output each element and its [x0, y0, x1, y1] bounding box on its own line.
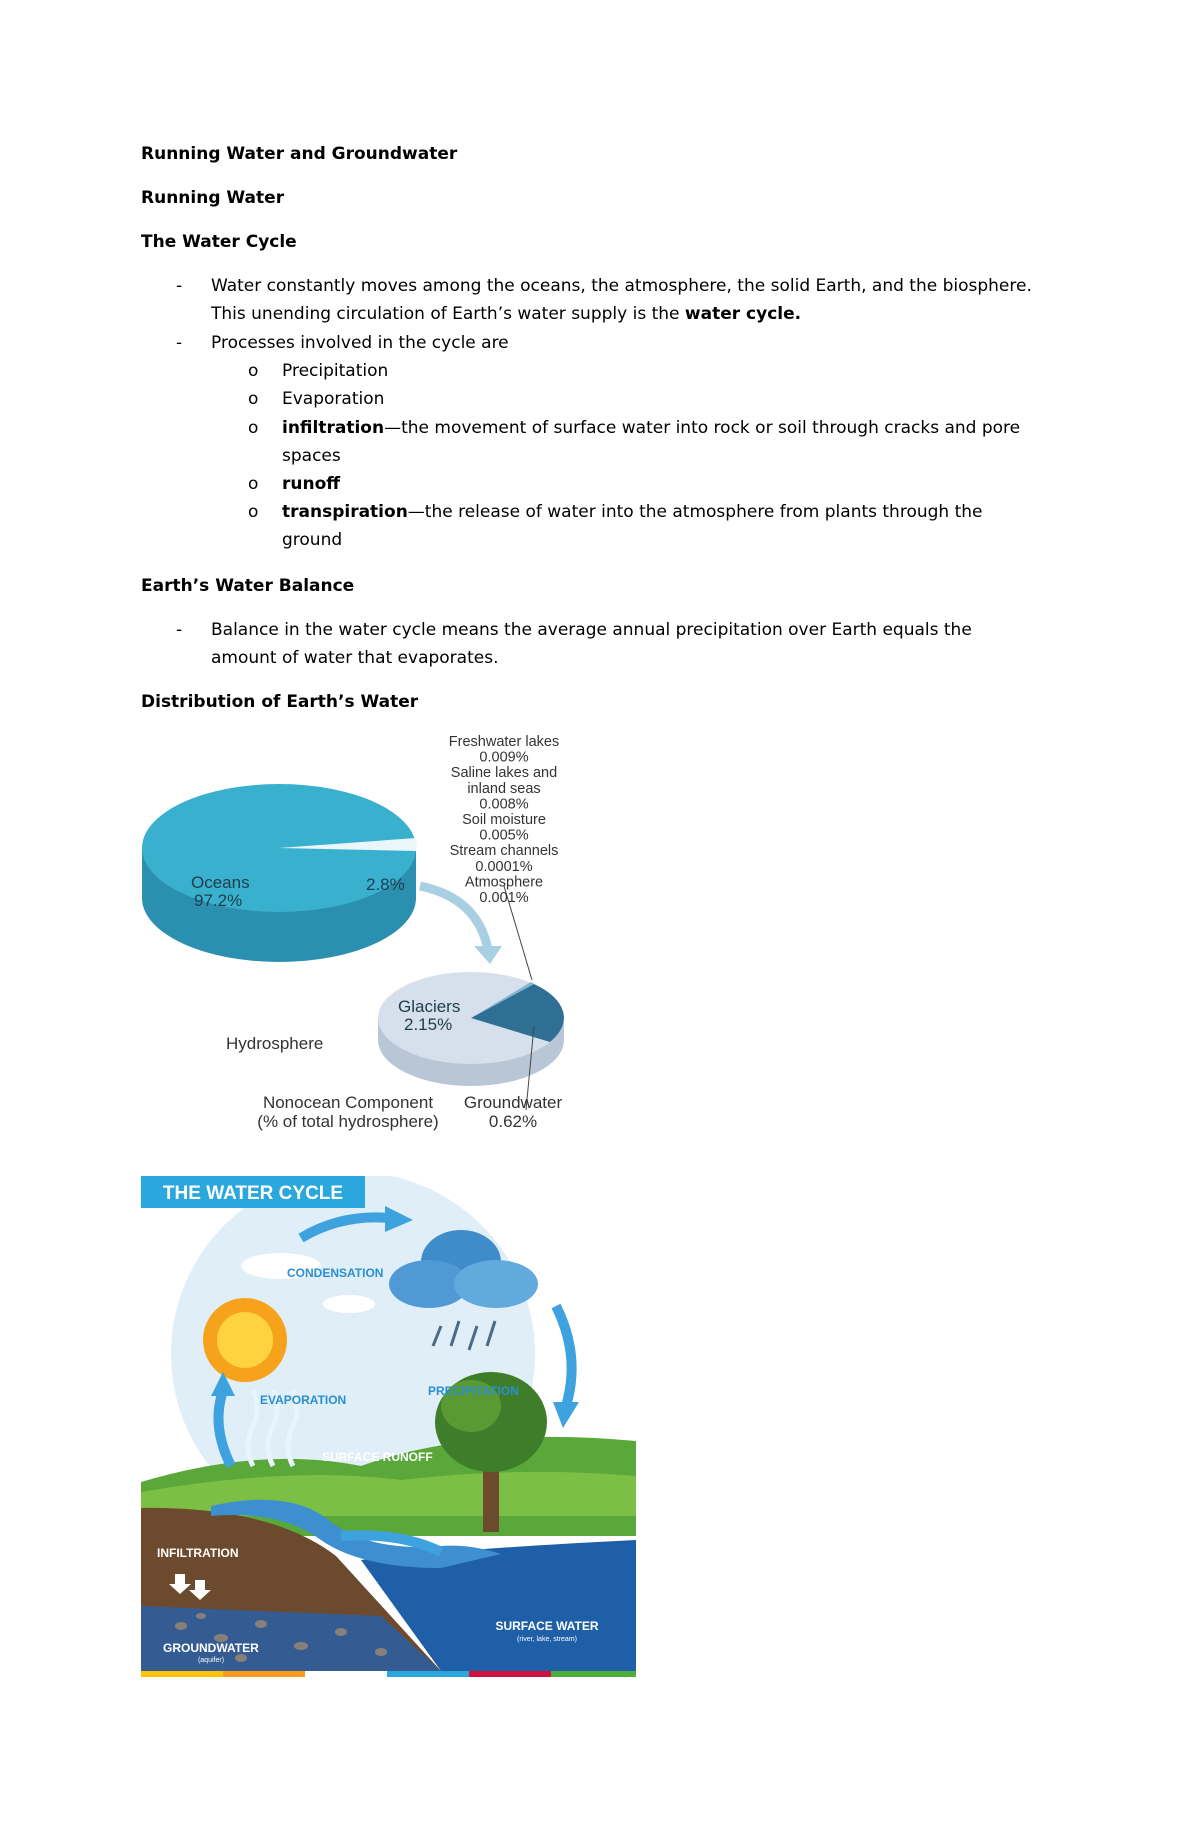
callout-line: Atmosphere [464, 874, 544, 891]
list-bullet: - [176, 620, 183, 640]
document-title: Running Water and Groundwater [141, 144, 458, 164]
process-infiltration: infiltration—the movement of surface water into rock or soil through cracks and pore [282, 418, 1021, 438]
nonocean-slice-value: 2.8% [366, 875, 405, 894]
callout-line: Soil moisture [462, 812, 546, 828]
water-cycle-figure [141, 1176, 636, 1677]
callout-line: 0.008% [479, 796, 529, 813]
label-evaporation: EVAPORATION [260, 1393, 347, 1407]
groundwater-label: Groundwater [463, 1093, 563, 1112]
label-aquifer: (aquifer) [197, 1657, 225, 1664]
minor-reservoirs-callout [449, 734, 559, 906]
banner-title: THE WATER CYCLE [162, 1183, 344, 1204]
balance-line1: Balance in the water cycle means the average annual precipitation over Earth equals the [211, 620, 972, 640]
hydrosphere-label: Hydrosphere [226, 1034, 324, 1053]
sublist-bullet: o [248, 502, 259, 522]
sublist-bullet: o [248, 389, 259, 409]
process-evaporation: Evaporation [282, 389, 385, 409]
nonocean-label-2: (% of total hydrosphere) [257, 1112, 439, 1131]
label-precipitation: PRECIPITATION [428, 1384, 519, 1398]
list-bullet: - [176, 333, 183, 353]
nonocean-label-1: Nonocean Component [262, 1093, 434, 1112]
label-infiltration: INFILTRATION [157, 1546, 239, 1560]
glaciers-label: Glaciers [398, 997, 461, 1016]
callout-line: Stream channels [449, 843, 559, 860]
label-surface-water: SURFACE WATER [495, 1619, 599, 1633]
callout-line: Freshwater lakes [448, 734, 560, 750]
process-infiltration-cont: spaces [282, 446, 341, 466]
oceans-label: Oceans [191, 873, 250, 892]
sublist-bullet: o [248, 361, 259, 381]
hydrosphere-pie [142, 784, 417, 962]
groundwater-layer [141, 1606, 441, 1671]
arrow-icon [556, 1306, 572, 1406]
process-precipitation: Precipitation [282, 361, 389, 381]
list-bullet: - [176, 276, 183, 296]
callout-line: Saline lakes and [450, 765, 558, 782]
callout-line: 0.005% [479, 827, 529, 844]
callout-line: inland seas [467, 780, 541, 797]
processes-intro: Processes involved in the cycle are [211, 333, 509, 353]
arrow-icon [420, 886, 488, 950]
glaciers-value: 2.15% [404, 1015, 453, 1034]
cycle-paragraph-line1: Water constantly moves among the oceans, the atmosphere, the solid Earth, and the biosphere. [211, 276, 1032, 296]
groundwater-value: 0.62% [488, 1112, 538, 1131]
label-surface-runoff: SURFACE RUNOFF [322, 1450, 433, 1464]
color-strip [141, 1671, 636, 1677]
heading-distribution: Distribution of Earth’s Water [141, 692, 419, 712]
label-groundwater: GROUNDWATER [163, 1641, 259, 1655]
distribution-figure [138, 728, 578, 1138]
process-transpiration-cont: ground [282, 530, 343, 550]
balance-line2: amount of water that evaporates. [211, 648, 499, 668]
callout-line: 0.009% [479, 749, 529, 766]
arrow-head-icon [474, 946, 502, 964]
callout-line: 0.0001% [475, 858, 533, 875]
process-transpiration: transpiration—the release of water into the atmosphere from plants through the [282, 502, 983, 522]
sublist-bullet: o [248, 474, 259, 494]
label-condensation: CONDENSATION [287, 1266, 384, 1280]
heading-water-cycle: The Water Cycle [141, 232, 297, 252]
heading-running-water: Running Water [141, 188, 285, 208]
sublist-bullet: o [248, 418, 259, 438]
process-runoff: runoff [282, 474, 341, 494]
cycle-paragraph-line2: This unending circulation of Earth’s water supply is the water cycle. [211, 304, 802, 324]
callout-line: 0.001% [479, 890, 529, 906]
label-surface-water-sub: (river, lake, stream) [517, 1636, 577, 1643]
arrow-head-icon [553, 1402, 579, 1428]
oceans-value: 97.2% [194, 891, 243, 910]
term-water-cycle: water cycle. [684, 304, 802, 324]
sun-icon [203, 1298, 287, 1382]
heading-water-balance: Earth’s Water Balance [141, 576, 355, 596]
